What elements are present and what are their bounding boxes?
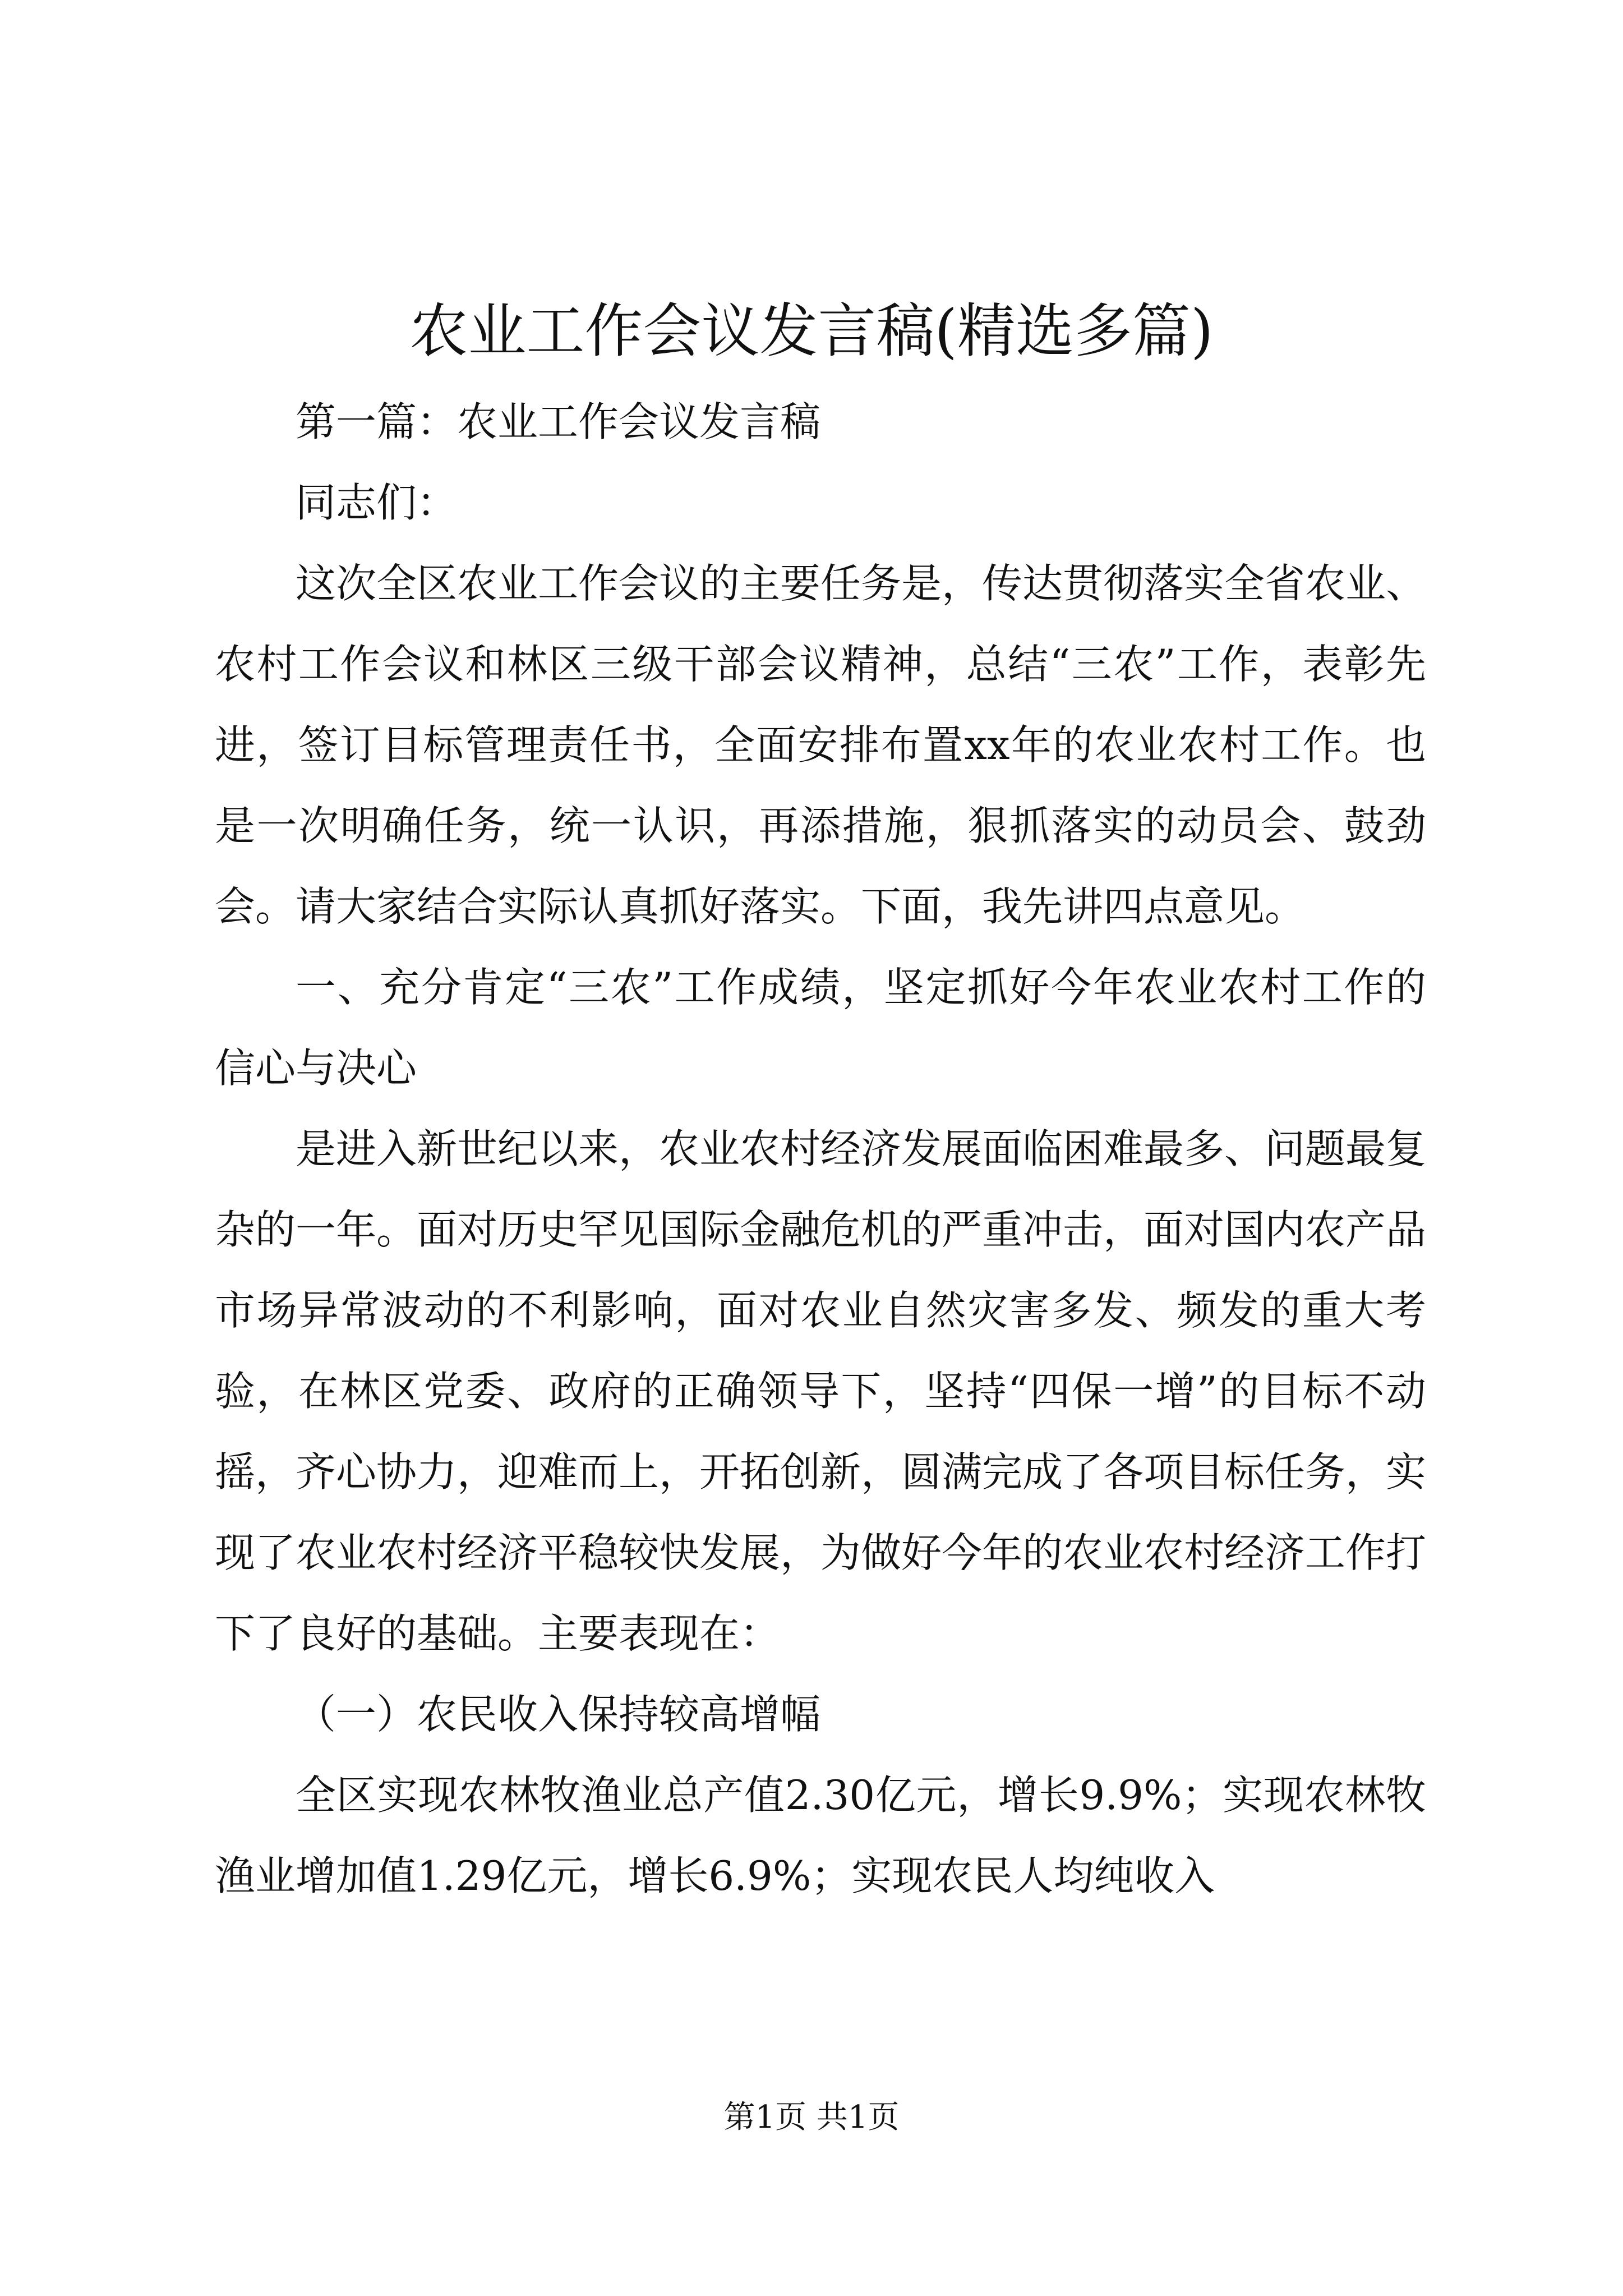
page-footer: 第1页 共1页 — [723, 2099, 900, 2136]
point-one-heading: 一、充分肯定“三农”工作成绩，坚定抓好今年农业农村工作的信心与决心 — [215, 964, 1426, 1092]
section-heading-part-one: 第一篇：农业工作会议发言稿 — [296, 398, 821, 445]
review-paragraph: 是进入新世纪以来，农业农村经济发展面临困难最多、问题最复杂的一年。面对历史罕见国际金融危机的严重冲击，面对国内农产品市场异常波动的不利影响，面对农业自然灾害多发、频发的重大考验，在林区党委、政府的正确领导下，坚持“四保一增”的目标不动摇，齐心协力，迎难而上，开拓创新，圆满完成了各项目标任务，实现了农业农村经济平稳较快发展，为做好今年的农业农村经济工作打下了良好的基础。主要表现在： — [215, 1125, 1427, 1657]
document-title: 农业工作会议发言稿(精选多篇) — [409, 297, 1214, 365]
intro-paragraph: 这次全区农业工作会议的主要任务是，传达贯彻落实全省农业、农村工作会议和林区三级干部会议精神，总结“三农”工作，表彰先进，签订目标管理责任书，全面安排布置xx年的农业农村工作。也是一次明确任务，统一认识，再添措施，狠抓落实的动员会、鼓劲会。请大家结合实际认真抓好落实。下面，我先讲四点意见。 — [215, 560, 1427, 930]
document-body — [215, 381, 1426, 1916]
output-value-paragraph: 全区实现农林牧渔业总产值2.30亿元，增长9.9%；实现农林牧渔业增加值1.29亿元，增长6.9%；实现农民人均纯收入 — [215, 1772, 1426, 1899]
salutation: 同志们： — [296, 479, 458, 526]
subheading-farmer-income: （一）农民收入保持较高增幅 — [296, 1691, 821, 1738]
